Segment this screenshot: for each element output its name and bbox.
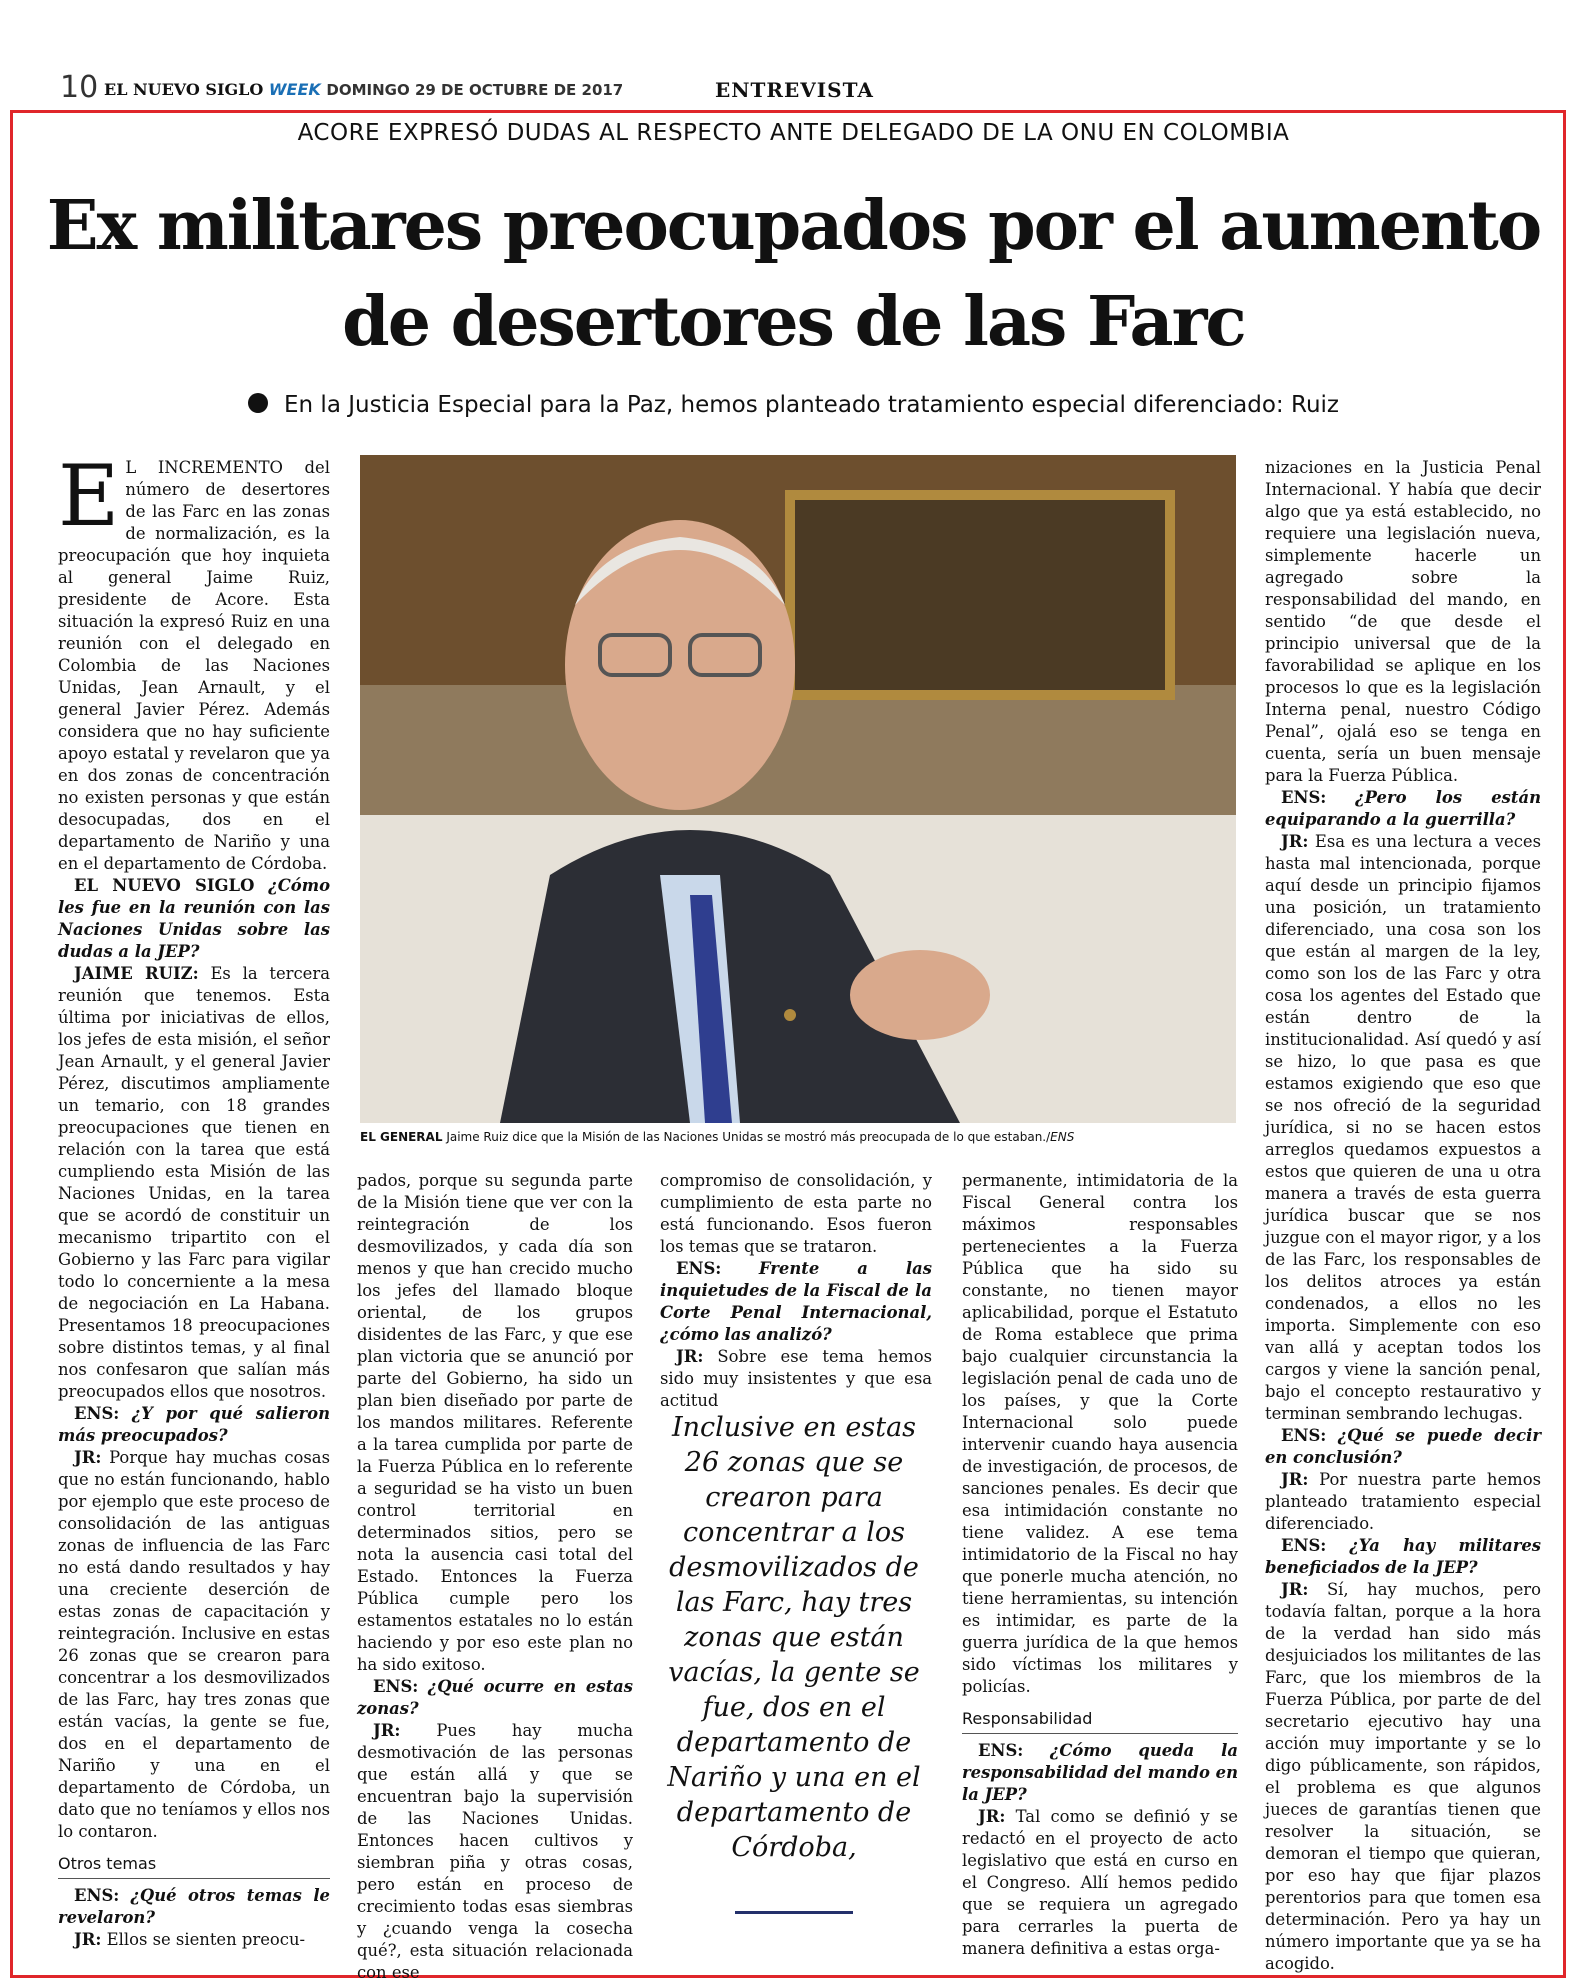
page-header — [60, 70, 1560, 104]
section-label: ENTREVISTA — [715, 78, 874, 102]
paragraph: permanente, intimidatoria de la Fiscal General contra los máximos responsables pertenecientes a la Fuerza Pública que ha sido su constante, no tienen mayor aplicabilidad, porque el Estatuto de Roma establece que prima bajo cualquier circunstancia la legislación penal de cada uno de los países, y que la Corte Internacional solo puede intervenir cuando haya ausencia de investigación, de procesos, de sanciones penales. Es decir que esa intimidación constante no tiene validez. A ese tema intimidatorio de la Fiscal no hay que ponerle mucha atención, no tiene herramientas, su intención es intimidar, es parte de la guerra jurídica de la que hemos sido víctimas los militares y policías. — [962, 1171, 1238, 1696]
drop-cap: E — [58, 447, 120, 545]
pull-quote-rule — [735, 1911, 853, 1914]
question: EL NUEVO SIGLO ¿Cómo les fue en la reunión con las Naciones Unidas sobre las dudas a la JEP? — [58, 876, 330, 961]
paper-week: WEEK — [268, 80, 321, 99]
answer: JR: Por nuestra parte hemos planteado tratamiento especial diferenciado. — [1265, 1470, 1541, 1533]
subhead: Responsabilidad — [962, 1708, 1238, 1734]
caption-credit: ENS — [1050, 1130, 1075, 1144]
column-2 — [357, 1170, 633, 1984]
column-5 — [1265, 457, 1541, 1975]
article-headline — [40, 178, 1547, 370]
question: ENS: ¿Qué otros temas le revelaron? — [58, 1886, 330, 1927]
paper-name: EL NUEVO SIGLO — [104, 80, 264, 99]
headline-line-1: Ex militares preocupados por el aumento — [46, 186, 1541, 266]
masthead — [104, 80, 623, 99]
article-photo — [360, 455, 1236, 1123]
headline-line-2: de desertores de las Farc — [342, 282, 1245, 362]
caption-lead: EL GENERAL — [360, 1130, 443, 1144]
answer: JR: Ellos se sienten preocu- — [74, 1930, 306, 1949]
lead-paragraph: E L INCREMENTO del número de desertores de las Farc en las zonas de normalización, es la preocupación que hoy inquieta al general Jaime Ruiz, presidente de Acore. Esta situación la expresó Ruiz en una reunión con el delegado en Colombia de las Naciones Unidas, Jean Arnault, y el general Javier Pérez. Además considera que no hay suficiente apoyo estatal y revelaron que ya en dos zonas de concentración no existen personas y que están desocupadas, dos en el departamento de Nariño y una en el departamento de Córdoba. — [58, 447, 330, 873]
question: ENS: ¿Qué ocurre en estas zonas? — [357, 1677, 634, 1718]
portrait-illustration — [360, 455, 1236, 1123]
answer: JR: Sobre ese tema hemos sido muy insistentes y que esa actitud — [660, 1347, 932, 1410]
issue-date: DOMINGO 29 DE OCTUBRE DE 2017 — [326, 81, 624, 99]
article-kicker: ACORE EXPRESÓ DUDAS AL RESPECTO ANTE DELEGADO DE LA ONU EN COLOMBIA — [297, 120, 1290, 146]
question: ENS: ¿Pero los están equiparando a la guerrilla? — [1265, 788, 1541, 829]
question: ENS: ¿Y por qué salieron más preocupados? — [58, 1404, 330, 1445]
question: ENS: ¿Qué se puede decir en conclusión? — [1265, 1426, 1541, 1467]
answer: JAIME RUIZ: Es la tercera reunión que tenemos. Esta última por iniciativas de ellos, los jefes de esta misión, el señor Jean Arnault, y el general Javier Pérez, discutimos ampliamente un temario, con 18 grandes preocupaciones que tienen en relación con la tarea que está cumpliendo esta Misión de las Naciones Unidas, en la tarea que se acordó de constituir un mecanismo tripartito con el Gobierno y las Farc para vigilar todo lo concerniente a la mesa de negociación en La Habana. Presentamos 18 preocupaciones sobre distintos temas, y al final nos confesaron que salían más preocupados ellos que nosotros. — [58, 964, 330, 1401]
answer: JR: Porque hay muchas cosas que no están funcionando, hablo por ejemplo que este proceso de consolidación de las antiguas zonas de influencia de las Farc no está dando resultados y hay una creciente deserción de estas zonas de capacitación y reintegración. Inclusive en estas 26 zonas que se crearon para concentrar a los desmovilizados de las Farc, hay tres zonas que están vacías, la gente se fue, dos en el departamento de Nariño y una en el departamento de Córdoba, un dato que no teníamos y ellos nos lo contaron. — [58, 1448, 330, 1841]
article-deck — [0, 392, 1587, 418]
paragraph: pados, porque su segunda parte de la Misión tiene que ver con la reintegración de los desmovilizados, y cada día son menos y que han crecido mucho los jefes del llamado bloque oriental, de los grupos disidentes de las Farc, y que ese plan victoria que se anunció por parte del Gobierno, ha sido un plan bien diseñado por parte de los mandos militares. Referente a la tarea cumplida por parte de la Fuerza Pública en lo referente a seguridad se ha visto un buen control territorial en determinados sitios, pero se nota la ausencia casi total del Estado. Entonces la Fuerza Pública cumple pero los estamentos estatales no lo están haciendo y por eso este plan no ha sido exitoso. — [357, 1171, 633, 1674]
question: ENS: Frente a las inquietudes de la Fiscal de la Corte Penal Internacional, ¿cómo las analizó? — [660, 1259, 933, 1344]
question: ENS: ¿Cómo queda la responsabilidad del mando en la JEP? — [962, 1741, 1238, 1804]
page-number: 10 — [60, 70, 99, 105]
column-4 — [962, 1170, 1238, 1960]
pull-quote: Inclusive en estas 26 zonas que se crearon para concentrar a los desmovilizados de las Farc, hay tres zonas que están vacías, la gente se fue, dos en el departamento de Nariño y una en el departamento de Córdoba, — [667, 1412, 921, 1863]
caption-text: Jaime Ruiz dice que la Misión de las Naciones Unidas se mostró más preocupada de lo que estaban./ — [446, 1130, 1051, 1144]
column-3 — [660, 1170, 932, 1412]
answer: JR: Esa es una lectura a veces hasta mal intencionada, porque aquí desde un principio fijamos una posición, un tratamiento diferenciado, una cosa son los que están al margen de la ley, como son los de las Farc y otra cosa los agentes del Estado que están dentro de la institucionalidad. Así quedó y así se hizo, lo que pasa es que estamos exigiendo que eso que se nos ofreció de la seguridad jurídica, si no se hacen estos arreglos quedamos expuestos a estos que quieren de una u otra manera a través de esta guerra jurídica buscar que se nos juzgue con el mayor rigor, y a los de las Farc, los responsables de los delitos atroces ya están condenados, a ellos no les importa. Simplemente con eso van allá y aceptan todos los cargos y viene la sanción penal, bajo el concepto restaurativo y terminan sembrando lechugas. — [1265, 832, 1541, 1423]
subhead: Otros temas — [58, 1853, 330, 1879]
bullet-icon — [248, 393, 268, 413]
answer: JR: Pues hay mucha desmotivación de las personas que están allá y que se encuentran bajo la supervisión de las Naciones Unidas. Entonces hacen cultivos y siembran piña y otras cosas, pero están en proceso de crecimiento todas esas siembras y ¿cuando venga la cosecha qué?, esta situación relacionada con ese — [357, 1721, 633, 1982]
deck-text: En la Justicia Especial para la Paz, hemos planteado tratamiento especial diferenciado: Ruiz — [284, 392, 1339, 418]
paragraph: compromiso de consolidación, y cumplimiento de esta parte no está funcionando. Esos fueron los temas que se trataron. — [660, 1171, 932, 1256]
paragraph: nizaciones en la Justicia Penal Internacional. Y había que decir algo que ya está establecido, no requiere una legislación nueva, simplemente hacerle un agregado sobre la responsabilidad del mando, en sentido “de que desde el principio universal que de la favorabilidad se aplique en los procesos lo que es la legislación Interna penal, nuestro Código Penal”, ojalá eso se tenga en cuenta, sería un buen mensaje para la Fuerza Pública. — [1265, 458, 1541, 785]
column-1 — [58, 447, 330, 1951]
question: ENS: ¿Ya hay militares beneficiados de la JEP? — [1265, 1536, 1541, 1577]
answer: JR: Tal como se definió y se redactó en el proyecto de acto legislativo que está en curso en el Congreso. Allí hemos pedido que se requiera un agregado para cerrarles la puerta de manera definitiva a estas orga- — [962, 1807, 1238, 1958]
photo-caption — [360, 1130, 1236, 1144]
answer: JR: Sí, hay muchos, pero todavía faltan, porque a la hora de la verdad han sido más desjuiciados los militantes de las Farc, que los miembros de la Fuerza Pública, por parte de del secretario ejecutivo hay una acción muy importante y se lo digo públicamente, son rápidos, el problema es que algunos jueces de garantías tienen que resolver la situación, se demoran el tiempo que quieran, por eso hay que fijar plazos perentorios para que tomen esa determinación. Pero ya hay un número importante que ya se ha acogido. — [1265, 1580, 1541, 1973]
